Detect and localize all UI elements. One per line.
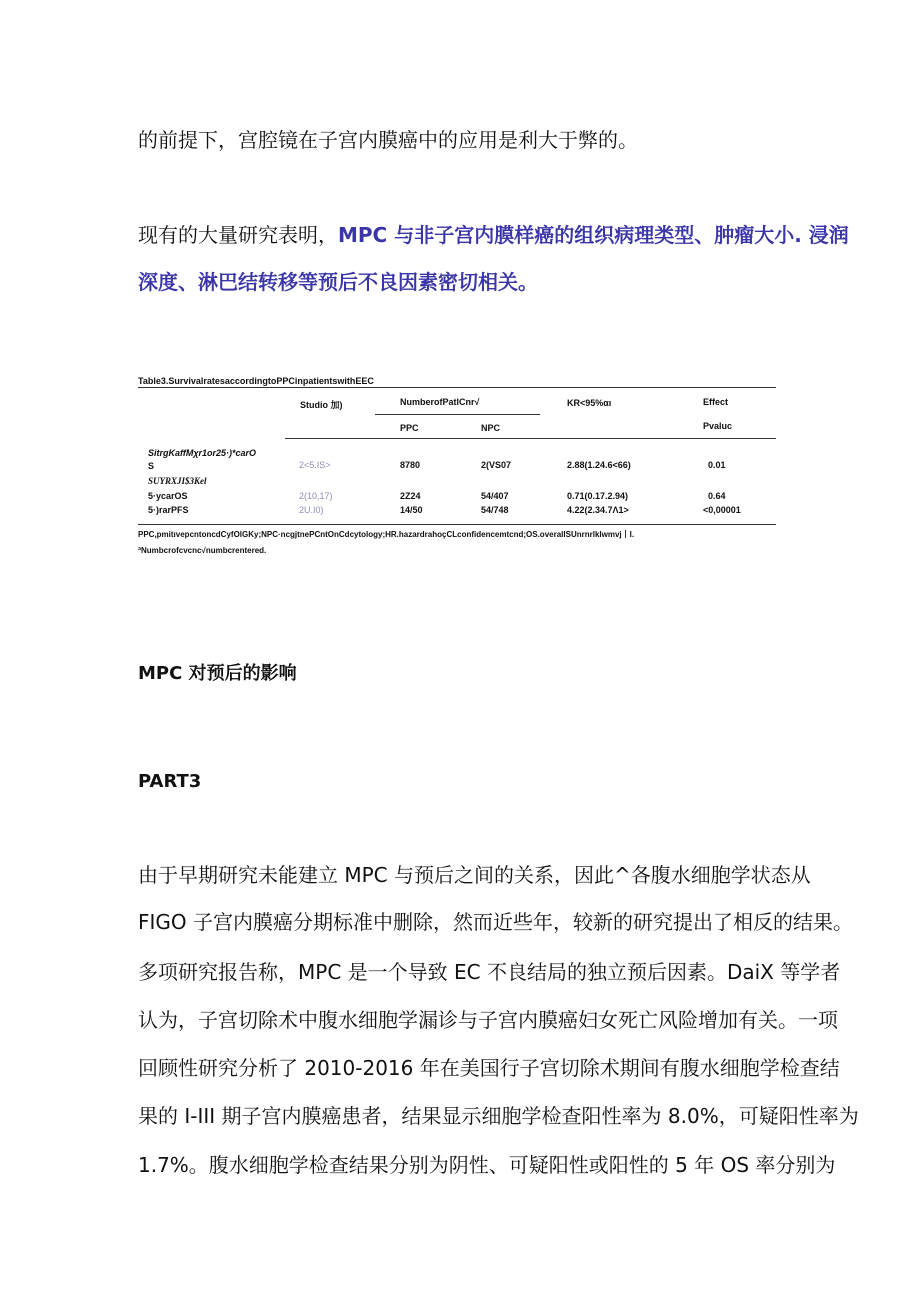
- body-line: 认为，子宫切除术中腹水细胞学漏诊与子宫内膜癌妇女死亡风险增加有关。一项: [138, 1008, 838, 1032]
- para2-highlight-1: MPC 与非子宫内膜样癌的组织病理类型、肿瘤大小. 浸润: [338, 223, 849, 247]
- body-line: 果的 I-III 期子宫内膜癌患者，结果显示细胞学检查阳性率为 8.0%，可疑阳性率为: [138, 1104, 859, 1128]
- table-footnote-numbers: ªNumbcrofcvcnc√numbcrentered.: [138, 546, 267, 555]
- body-line: 多项研究报告称，MPC 是一个导致 EC 不良结局的独立预后因素。DaiX 等学者: [138, 960, 841, 984]
- header-npc: NPC: [481, 423, 501, 433]
- row-ppc: 14/50: [400, 505, 423, 515]
- row-kr: 0.71(0.17.2.94): [567, 491, 629, 501]
- row-studio: 2(10,17): [299, 491, 333, 501]
- row-label: SUYRXJI$3Kel: [148, 476, 207, 486]
- header-pvalue: Pvaluc: [703, 421, 733, 431]
- intro-paragraph: 的前提下，宫腔镜在子宫内膜癌中的应用是利大于弊的。: [138, 128, 638, 152]
- row-p: 0.64: [708, 491, 726, 501]
- row-label: SitrgKaffMχr1or25·)*carO: [148, 448, 257, 458]
- header-kr: KR<95%αı: [567, 398, 612, 408]
- header-number-group: NumberofPatlCnr√: [400, 397, 480, 407]
- header-bottom-rule: [285, 438, 776, 439]
- body-line: 由于早期研究未能建立 MPC 与预后之间的关系，因此^各腹水细胞学状态从: [138, 863, 811, 887]
- row-p: <0,00001: [703, 505, 741, 515]
- row-studio: 2<5.IS>: [299, 460, 331, 470]
- highlight-paragraph-line-1: [138, 219, 849, 248]
- row-npc: 54/407: [481, 491, 509, 501]
- table-footnote-abbreviations: PPC,pmitıvepcntoncdCyfOlGKy;NPC·ncgjtnePCntOnCdcytology;HR.hazardrahoçCLconfidencemtcnd;OS.overallSUnrnrlklwmvj丨I.: [138, 530, 635, 539]
- table-bottom-rule: [138, 524, 776, 525]
- table-caption: Table3.SurvivalratesaccordingtoPPCinpatientswithEEC: [138, 376, 374, 386]
- section-heading-part3: PART3: [138, 771, 202, 792]
- row-kr: 2.88(1.24.6<66): [567, 460, 631, 470]
- row-ppc: 8780: [400, 460, 421, 470]
- row-kr: 4.22(2.34.7Λ1>: [567, 505, 629, 515]
- highlight-paragraph-line-2: [138, 266, 538, 295]
- row-npc: 2(VS07: [481, 460, 512, 470]
- section-heading-mpc: MPC 对预后的影响: [138, 663, 297, 684]
- header-effect: Effect: [703, 397, 729, 407]
- body-line: 回顾性研究分析了 2010-2016 年在美国行子宫切除术期间有腹水细胞学检查结: [138, 1056, 840, 1080]
- header-ppc: PPC: [400, 423, 419, 433]
- body-line: 1.7%。腹水细胞学检查结果分别为阴性、可疑阳性或阳性的 5 年 OS 率分别为: [138, 1153, 836, 1177]
- row-ppc: 2Z24: [400, 491, 421, 501]
- row-npc: 54/748: [481, 505, 509, 515]
- header-studio: Studio 加): [300, 400, 343, 410]
- row-studio: 2U.I0): [299, 505, 324, 515]
- para2-lead: 现有的大量研究表明，: [138, 223, 338, 247]
- row-label: S: [148, 461, 155, 471]
- body-line: FIGO 子宫内膜癌分期标准中删除，然而近些年，较新的研究提出了相反的结果。: [138, 910, 853, 934]
- para2-highlight-2: 深度、淋巴结转移等预后不良因素密切相关。: [138, 270, 538, 294]
- row-label: 5·ycarOS: [148, 491, 188, 501]
- number-group-rule: [375, 414, 540, 415]
- row-label: 5·)rarPFS: [148, 505, 189, 515]
- table-top-rule: [138, 387, 776, 388]
- row-p: 0.01: [708, 460, 726, 470]
